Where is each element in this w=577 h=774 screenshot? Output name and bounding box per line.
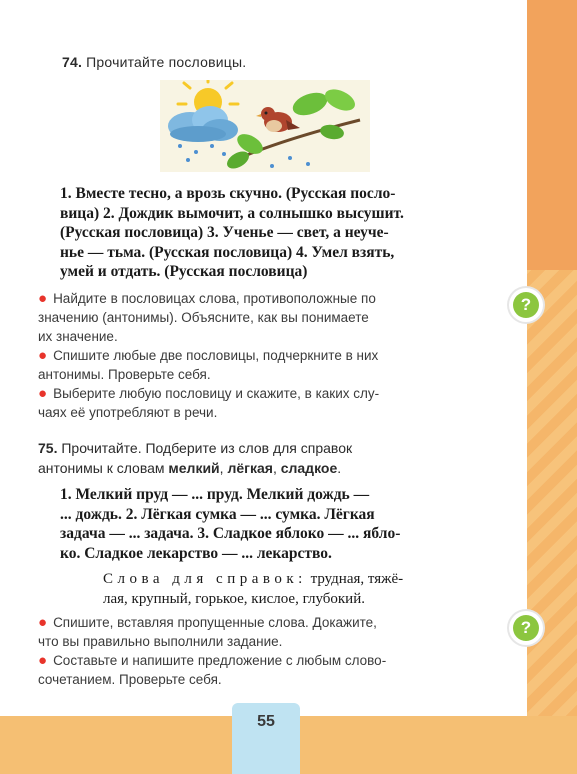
exercise-line: ко. Сладкое лекарство — ... лекарство.	[60, 544, 332, 562]
task-line: сочетанием. Проверьте себя.	[38, 672, 222, 687]
bullet-icon: ●	[38, 347, 48, 364]
bullet-icon: ●	[38, 385, 48, 402]
proverb-line: (Русская пословица) 3. Ученье — свет, а неуче-	[60, 224, 389, 241]
exercise-74-proverbs	[60, 184, 490, 282]
separator: ,	[219, 459, 228, 476]
bullet-icon: ●	[38, 614, 48, 631]
reference-words-label: Слова для справок:	[103, 571, 307, 587]
proverb-line: вица) 2. Дождик вымочит, а солнышко высушит.	[60, 204, 404, 222]
page-number: 55	[232, 703, 300, 774]
task-item: ● Спишите любые две пословицы, подчеркните в них	[38, 347, 379, 364]
proverb-line: умей и отдать. (Русская пословица)	[60, 263, 308, 280]
exercise-line: задача — ... задача. 3. Сладкое яблоко — ... ябло-	[60, 525, 401, 542]
bullet-icon: ●	[38, 290, 48, 307]
exercise-74-heading	[62, 54, 246, 70]
task-line: антонимы. Проверьте себя.	[38, 367, 211, 382]
task-line: их значение.	[38, 329, 118, 344]
separator: ,	[272, 459, 281, 476]
exercise-75-number: 75.	[38, 440, 58, 456]
proverb-line: 1. Вместе тесно, а врозь скучно. (Русская посло-	[60, 185, 396, 202]
question-icon[interactable]: ?	[509, 288, 543, 322]
keyword-sweet: сладкое	[280, 459, 338, 476]
question-icon[interactable]: ?	[509, 611, 543, 645]
exercise-line: 1. Мелкий пруд — ... пруд. Мелкий дождь —	[60, 486, 370, 503]
exercise-75-tasks	[38, 613, 490, 689]
task-line: что вы правильно выполнили задание.	[38, 634, 283, 649]
proverb-illustration	[160, 80, 370, 172]
reference-words	[103, 569, 490, 609]
exercise-75-heading	[38, 439, 490, 478]
exercise-75-intro-line1: Прочитайте. Подберите из слов для справок	[61, 440, 353, 456]
bullet-icon: ●	[38, 652, 48, 669]
exercise-75-intro-line2: антонимы к словам	[38, 459, 169, 476]
exercise-74-title: Прочитайте пословицы.	[86, 54, 247, 70]
task-line: чаях её употребляют в речи.	[38, 405, 218, 420]
task-item: ● Спишите, вставляя пропущенные слова. Докажите,	[38, 614, 377, 631]
exercise-74-number: 74.	[62, 54, 83, 70]
task-line: значению (антонимы). Объясните, как вы понимаете	[38, 310, 369, 325]
proverb-line: нье — тьма. (Русская пословица) 4. Умел взять,	[60, 243, 395, 261]
exercise-75-text	[60, 485, 490, 563]
exercise-74-tasks	[38, 289, 490, 422]
keyword-small: мелкий	[168, 459, 220, 476]
intro-period: .	[337, 459, 342, 476]
keyword-light: лёгкая	[227, 459, 273, 476]
reference-words-line2: лая, крупный, горькое, кислое, глубокий.	[103, 591, 365, 607]
reference-words-line1: трудная, тяжё-	[306, 571, 404, 587]
exercise-line: ... дождь. 2. Лёгкая сумка — ... сумка. Лёгкая	[60, 505, 375, 523]
task-item: ● Составьте и напишите предложение с любым слово-	[38, 652, 387, 669]
task-item: ● Выберите любую пословицу и скажите, в каких слу-	[38, 385, 380, 402]
task-item: ● Найдите в пословицах слова, противоположные по	[38, 290, 376, 307]
